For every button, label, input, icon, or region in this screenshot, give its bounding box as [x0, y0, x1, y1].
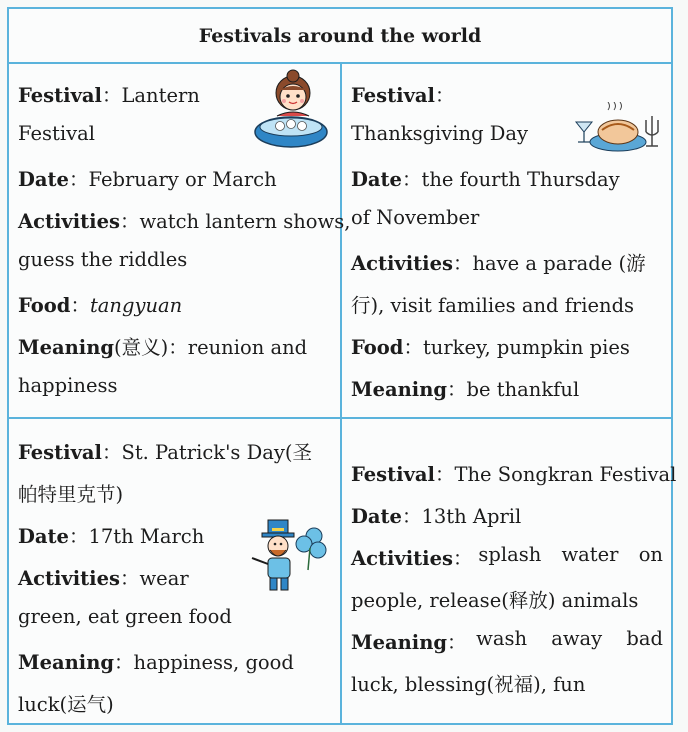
meaning-value: wash away bad [476, 627, 663, 650]
date-label: Date [351, 168, 402, 191]
activities-value: watch lantern shows, [139, 210, 351, 233]
date-value: 13th April [421, 505, 522, 528]
songkran-activities-row-2: people, release(释放) animals [351, 589, 639, 612]
songkran-date-row: Date：13th April [351, 505, 522, 528]
patrick-activities-row: Activities：wear [18, 567, 189, 590]
songkran-festival-row: Festival：The Songkran Festival [351, 463, 677, 486]
festival-value: Lantern [121, 84, 200, 107]
patrick-festival-row-2: 帕特里克节) [18, 483, 124, 506]
thanksgiving-festival-row: Festival： [351, 84, 455, 107]
meaning-label: Meaning [18, 651, 115, 674]
date-value: February or March [88, 168, 277, 191]
meaning-value: happiness, good [133, 651, 294, 674]
cell-thanksgiving [342, 62, 671, 417]
festival-label: Festival [18, 441, 102, 464]
cell-lantern-festival [9, 62, 351, 417]
thanksgiving-date-row: Date：the fourth Thursday [351, 168, 620, 191]
girl-with-tangyuan-illustration [247, 64, 333, 150]
food-value: tangyuan [89, 294, 183, 317]
activities-label: Activities [18, 210, 120, 233]
songkran-meaning-row: Meaning： wash away bad [351, 627, 663, 654]
leprechaun-illustration [244, 514, 332, 594]
date-value: 17th March [88, 525, 205, 548]
meaning-label: Meaning [18, 336, 115, 359]
roast-turkey-illustration [572, 102, 668, 158]
meaning-label: Meaning [351, 631, 448, 654]
festival-value: St. Patrick's Day(圣 [121, 441, 313, 464]
activities-label: Activities [351, 547, 453, 570]
festival-label: Festival [351, 463, 435, 486]
songkran-meaning-row-2: luck, blessing(祝福), fun [351, 673, 586, 696]
festival-label: Festival [351, 84, 435, 107]
food-label: Food [18, 294, 71, 317]
meaning-label: Meaning [351, 378, 448, 401]
activities-label: Activities [18, 567, 120, 590]
patrick-meaning-row: Meaning：happiness, good [18, 651, 294, 674]
lantern-date-row: Date：February or March [18, 168, 277, 191]
patrick-date-row: Date：17th March [18, 525, 205, 548]
songkran-activities-row: Activities： splash water on [351, 543, 663, 570]
date-value: the fourth Thursday [421, 168, 620, 191]
patrick-activities-row-2: green, eat green food [18, 605, 232, 628]
lantern-meaning-row: Meaning(意义)：reunion and [18, 336, 308, 359]
lantern-food-row: Food：tangyuan [18, 294, 183, 317]
thanksgiving-activities-row-2: 行), visit families and friends [351, 294, 635, 317]
lantern-meaning-row-2: happiness [18, 374, 118, 397]
festivals-table [7, 7, 677, 725]
food-value: turkey, pumpkin pies [422, 336, 630, 359]
lantern-festival-row: Festival：Lantern [18, 84, 200, 107]
cell-songkran-festival [342, 419, 677, 725]
thanksgiving-activities-row: Activities：have a parade (游 [351, 252, 646, 275]
date-label: Date [18, 525, 69, 548]
cell-st-patricks-day [9, 419, 340, 725]
meaning-value: be thankful [466, 378, 580, 401]
meaning-value: reunion and [187, 336, 308, 359]
activities-label: Activities [351, 252, 453, 275]
date-label: Date [18, 168, 69, 191]
patrick-meaning-row-2: luck(运气) [18, 693, 114, 716]
patrick-festival-row: Festival：St. Patrick's Day(圣 [18, 441, 313, 464]
thanksgiving-meaning-row: Meaning：be thankful [351, 378, 580, 401]
table-title: Festivals around the world [9, 9, 671, 64]
date-label: Date [351, 505, 402, 528]
lantern-activities-row-2: guess the riddles [18, 248, 188, 271]
thanksgiving-festival-row-2: Thanksgiving Day [351, 122, 529, 145]
lantern-activities-row: Activities：watch lantern shows, [18, 210, 351, 233]
food-label: Food [351, 336, 404, 359]
thanksgiving-food-row: Food：turkey, pumpkin pies [351, 336, 630, 359]
activities-value: splash water on [478, 543, 663, 566]
festival-value: The Songkran Festival [454, 463, 677, 486]
activities-value: have a parade (游 [472, 252, 646, 275]
meaning-note: (意义) [114, 336, 169, 359]
festival-label: Festival [18, 84, 102, 107]
lantern-festival-row-2: Festival [18, 122, 95, 145]
thanksgiving-date-row-2: of November [351, 206, 480, 229]
